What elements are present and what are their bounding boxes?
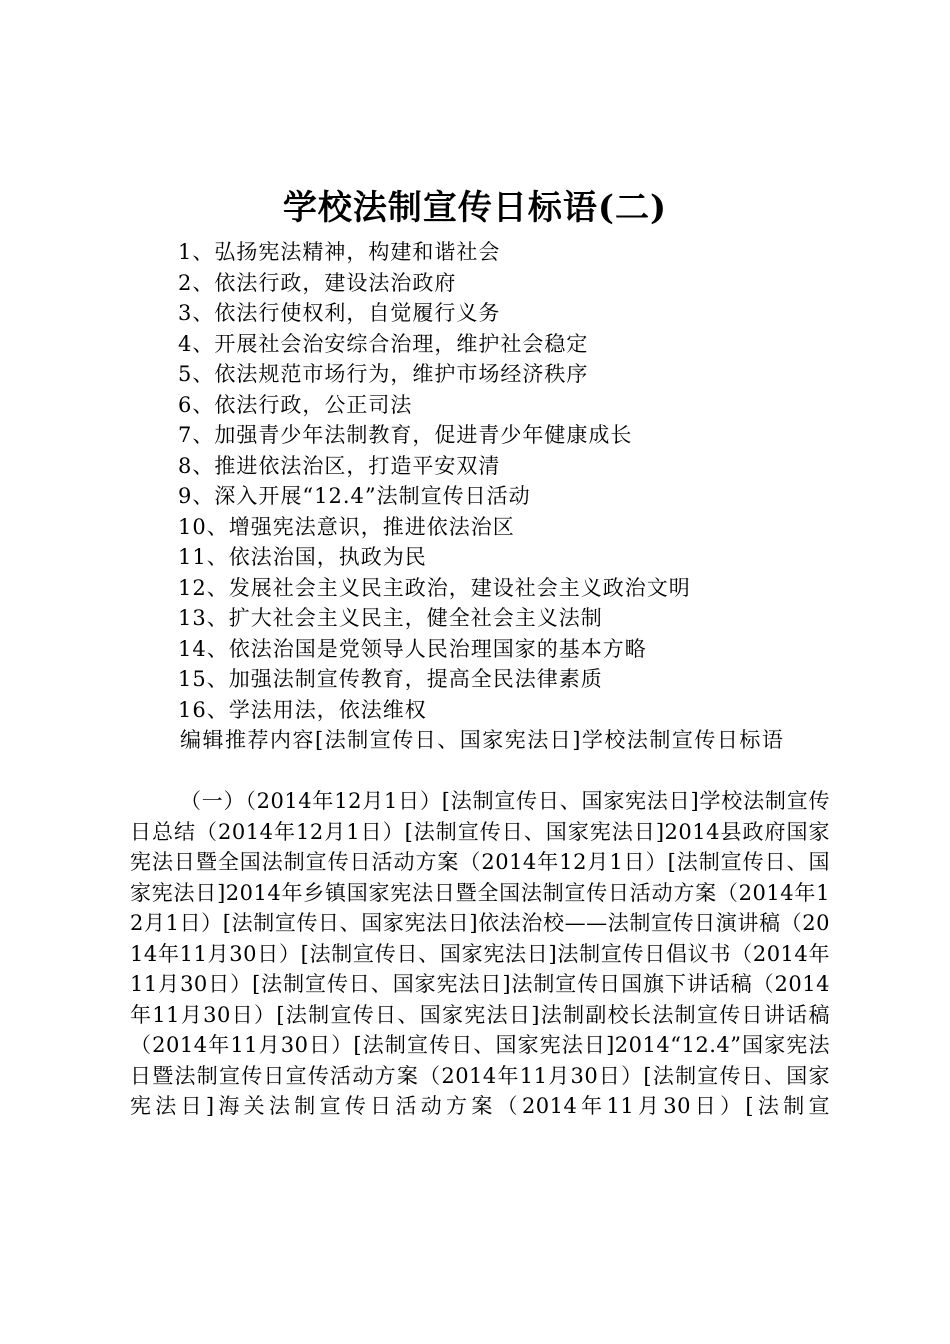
slogan-item: 13、扩大社会主义民主，健全社会主义法制 xyxy=(178,606,603,630)
slogan-item: 9、深入开展“12.4”法制宣传日活动 xyxy=(178,484,531,508)
slogan-item: 4、开展社会治安综合治理，维护社会稳定 xyxy=(178,331,589,356)
document-title: 学校法制宣传日标语(二) xyxy=(282,188,668,228)
slogan-item: 7、加强青少年法制教育，促进青少年健康成长 xyxy=(178,423,633,447)
slogan-item: 1、弘扬宪法精神，构建和谐社会 xyxy=(178,240,501,264)
slogan-item: 2、依法行政，建设法治政府 xyxy=(178,270,457,295)
slogan-item: 8、推进依法治区，打造平安双清 xyxy=(178,453,501,478)
slogan-item: 6、依法行政，公正司法 xyxy=(178,392,413,417)
slogan-item: 16、学法用法，依法维权 xyxy=(178,697,427,722)
recommend-body-paragraph: （一）（2014年12月1日）[法制宣传日、国家宪法日]学校法制宣传日总结（2014年12月1日）[法制宣传日、国家宪法日]2014县政府国家宪法日暨全国法制宣传日活动方案（2014年12月1日）[法制宣传日、国家宪法日]2014年乡镇国家宪法日暨全国法制宣传日活动方案（2014年12月1日）[法制宣传日、国家宪法日]依法治校——法制宣传日演讲稿（2014年11月30日）[法制宣传日、国家宪法日]法制宣传日倡议书（2014年11月30日）[法制宣传日、国家宪法日]法制宣传日国旗下讲话稿（2014年11月30日）[法制宣传日、国家宪法日]法制副校长法制宣传日讲话稿（2014年11月30日）[法制宣传日、国家宪法日]2014“12.4”国家宪法日暨法制宣传日宣传活动方案（2014年11月30日）[法制宣传日、国家宪法日]海关法制宣传日活动方案（2014年11月30日）[法制宣 xyxy=(130,789,830,1118)
slogan-item: 10、增强宪法意识，推进依法治区 xyxy=(178,514,515,539)
slogan-item: 15、加强法制宣传教育，提高全民法律素质 xyxy=(178,667,603,691)
slogan-item: 11、依法治国，执政为民 xyxy=(178,545,427,569)
slogan-item: 3、依法行使权利，自觉履行义务 xyxy=(178,301,501,325)
slogan-item: 14、依法治国是党领导人民治理国家的基本方略 xyxy=(178,636,647,661)
recommend-heading: 编辑推荐内容[法制宣传日、国家宪法日]学校法制宣传日标语 xyxy=(180,728,785,752)
slogan-list xyxy=(178,237,898,725)
slogan-item: 5、依法规范市场行为，维护市场经济秩序 xyxy=(178,362,589,386)
slogan-item: 12、发展社会主义民主政治，建设社会主义政治文明 xyxy=(178,575,691,600)
